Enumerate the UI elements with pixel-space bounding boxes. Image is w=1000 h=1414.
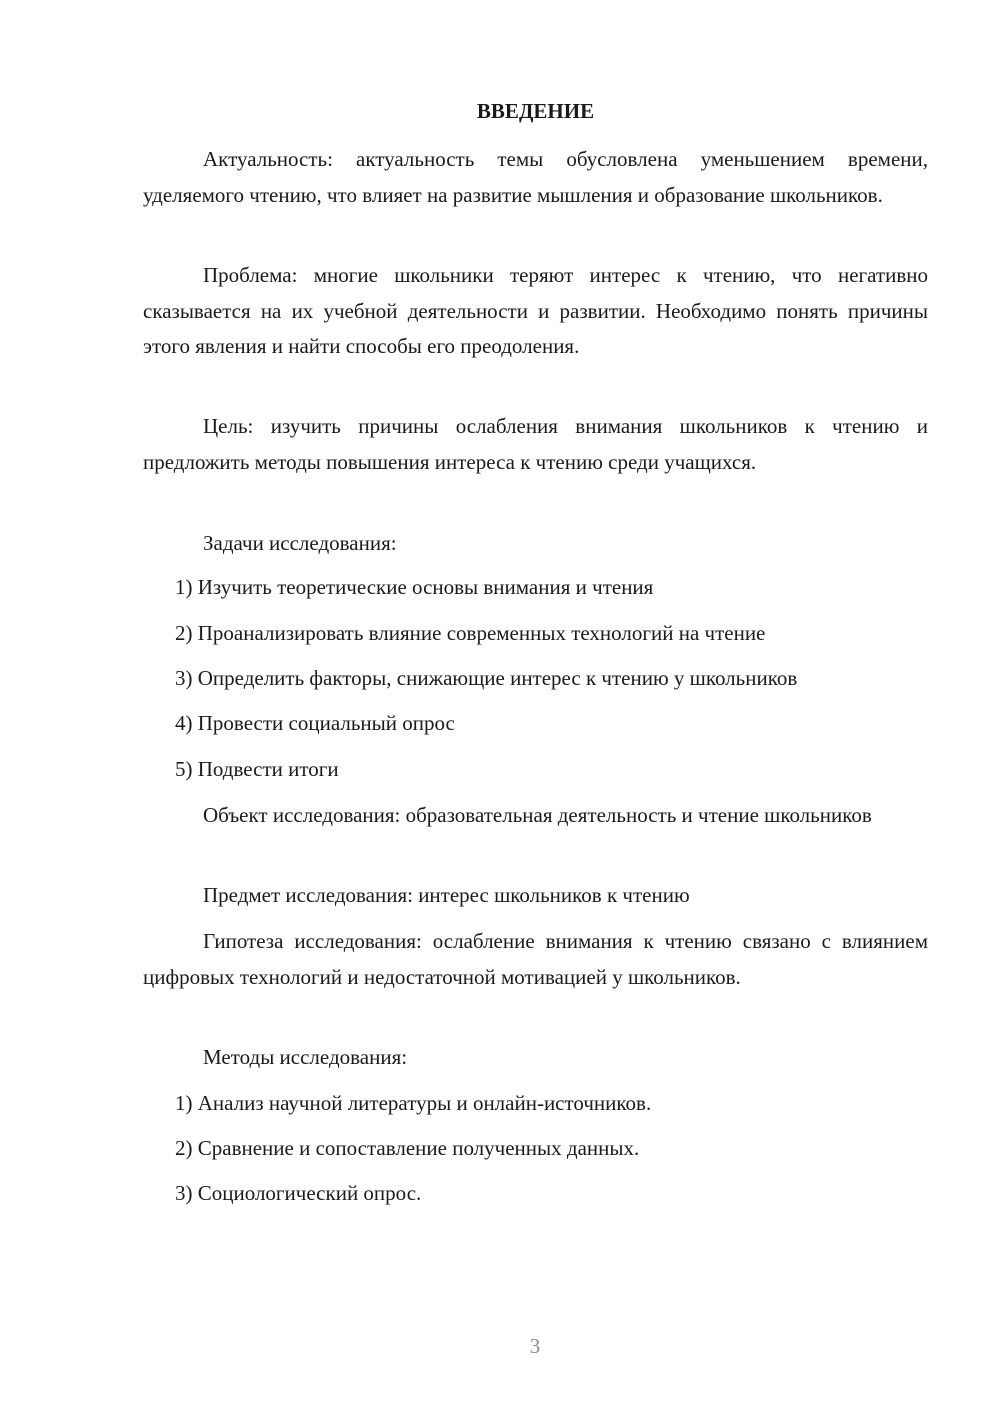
section-title: ВВЕДЕНИЕ	[476, 99, 595, 123]
tasks-heading: Задачи исследования:	[203, 531, 397, 555]
task-item: 1) Изучить теоретические основы внимания и чтения	[175, 575, 654, 599]
method-item: 3) Социологический опрос.	[175, 1181, 422, 1205]
task-item: 5) Подвести итоги	[175, 757, 339, 781]
page-number: 3	[529, 1334, 541, 1358]
hypothesis-paragraph: Гипотеза исследования: ослабление внимания к чтению связано с влиянием цифровых технологий и недостаточной мотивацией у школьников.	[143, 929, 928, 989]
goal-paragraph: Цель: изучить причины ослабления внимания школьников к чтению и предложить методы повышения интереса к чтению среди учащихся.	[143, 414, 928, 474]
task-item: 3) Определить факторы, снижающие интерес к чтению у школьников	[175, 666, 798, 690]
method-item: 1) Анализ научной литературы и онлайн-источников.	[175, 1091, 652, 1115]
object-paragraph: Объект исследования: образовательная деятельность и чтение школьников	[203, 803, 872, 827]
task-item: 4) Провести социальный опрос	[175, 711, 455, 735]
method-item: 2) Сравнение и сопоставление полученных данных.	[175, 1136, 640, 1160]
problem-paragraph: Проблема: многие школьники теряют интерес к чтению, что негативно сказывается на их учебной деятельности и развитии. Необходимо понять причины этого явления и найти способы его преодоления.	[143, 263, 928, 358]
subject-paragraph: Предмет исследования: интерес школьников к чтению	[203, 883, 690, 907]
task-item: 2) Проанализировать влияние современных технологий на чтение	[175, 621, 766, 645]
relevance-paragraph: Актуальность: актуальность темы обусловлена уменьшением времени, уделяемого чтению, что влияет на развитие мышления и образование школьников.	[143, 147, 928, 207]
methods-heading: Методы исследования:	[203, 1045, 408, 1069]
